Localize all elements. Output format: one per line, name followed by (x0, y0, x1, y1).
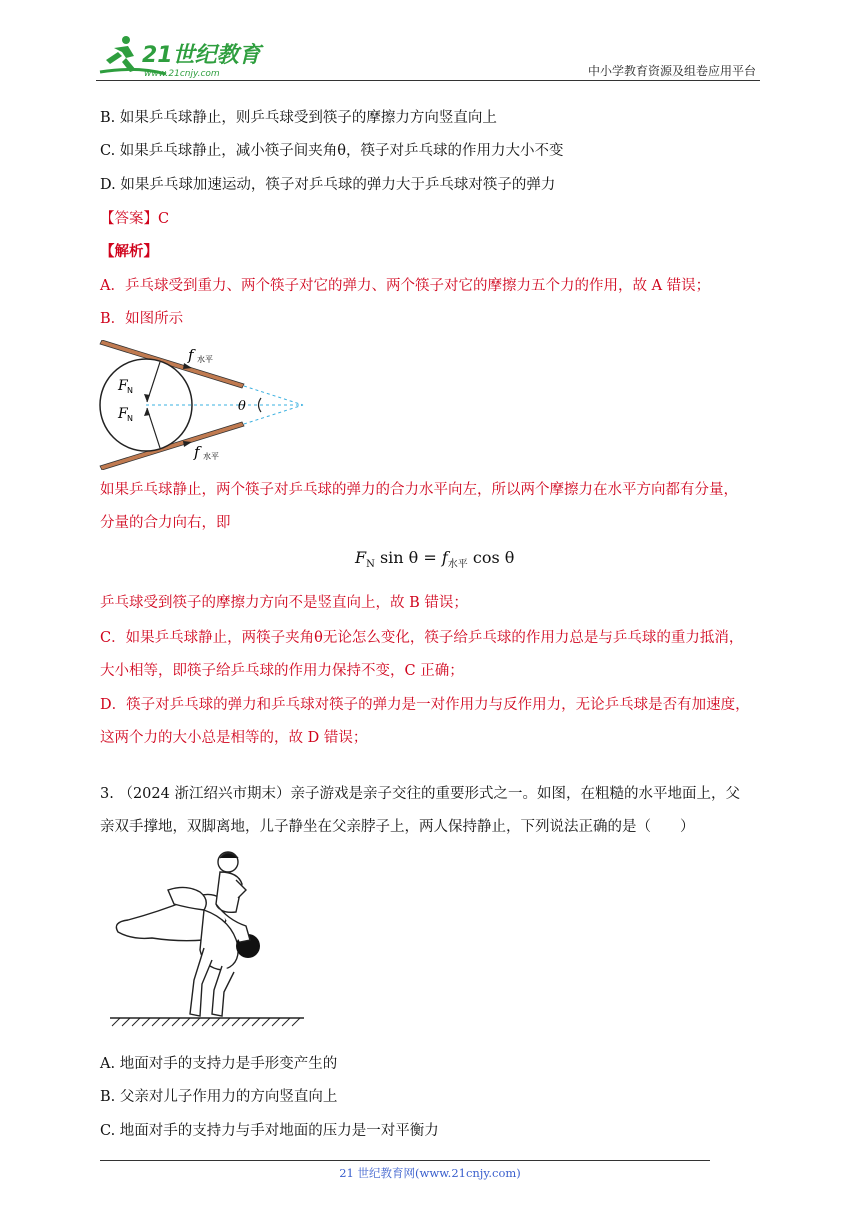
analysis-c-line1: C．如果乒乓球静止，两筷子夹角θ无论怎么变化，筷子给乒乓球的作用力总是与乒乓球的重力抵消， (100, 630, 744, 646)
svg-text:F: F (118, 378, 128, 394)
svg-text:21世纪教育: 21世纪教育 (142, 43, 261, 68)
analysis-d-line1: D．筷子对乒乓球的弹力和乒乓球对筷子的弹力是一对作用力与反作用力，无论乒乓球是否有加速度， (100, 697, 750, 713)
option3-b: B. 父亲对儿子作用力的方向竖直向上 (100, 1089, 338, 1105)
platform-title: 中小学教育资源及组卷应用平台 (587, 64, 756, 78)
analysis-d-line2: 这两个力的大小总是相等的，故 D 错误； (100, 730, 368, 746)
footer-divider (100, 1160, 710, 1161)
svg-text:θ: θ (238, 399, 246, 414)
father-arm-left (190, 948, 212, 1016)
svg-text:水平: 水平 (197, 355, 213, 364)
option-d: D. 如果乒乓球加速运动，筷子对乒乓球的弹力大于乒乓球对筷子的弹力 (100, 177, 556, 193)
option3-a: A. 地面对手的支持力是手形变产生的 (100, 1056, 338, 1072)
option-c: C. 如果乒乓球静止，减小筷子间夹角θ，筷子对乒乓球的作用力大小不变 (100, 143, 564, 159)
father-arm-right (212, 966, 234, 1016)
chopsticks-ball-figure (98, 340, 308, 470)
question3-line1: 3. （2024 浙江绍兴市期末）亲子游戏是亲子交往的重要形式之一。如图，在粗糙的水平地面上，父 (100, 786, 740, 802)
equilibrium-formula: $F_N$ $\sin \theta = f_{水平}$ cos θ (355, 548, 515, 571)
answer: 【答案】C (100, 211, 170, 227)
option3-c: C. 地面对手的支持力与手对地面的压力是一对平衡力 (100, 1123, 439, 1139)
question3-line2: 亲双手撑地，双脚离地，儿子静坐在父亲脖子上，两人保持静止，下列说法正确的是（ ） (100, 819, 695, 835)
site-logo (96, 34, 266, 80)
analysis-c-line2: 大小相等，即筷子给乒乓球的作用力保持不变，C 正确； (100, 663, 464, 679)
analysis-b-p2: 乒乓球受到筷子的摩擦力方向不是竖直向上，故 B 错误； (100, 595, 468, 611)
svg-text:f: f (194, 443, 200, 461)
analysis-title: 【解析】 (100, 243, 158, 260)
analysis-b-intro: B．如图所示 (100, 311, 184, 327)
option-b: B. 如果乒乓球静止，则乒乓球受到筷子的摩擦力方向竖直向上 (100, 110, 497, 126)
svg-text:水平: 水平 (203, 452, 219, 461)
analysis-b-p1-line2: 分量的合力向右，即 (100, 515, 231, 531)
svg-text:N: N (127, 386, 133, 395)
svg-text:f: f (188, 346, 194, 364)
footer-text: 21 世纪教育网(www.21cnjy.com) (339, 1166, 521, 1180)
svg-text:F: F (118, 406, 128, 422)
analysis-a: A．乒乓球受到重力、两个筷子对它的弹力、两个筷子对它的摩擦力五个力的作用，故 A 错误； (100, 278, 711, 294)
analysis-b-p1-line1: 如果乒乓球静止，两个筷子对乒乓球的弹力的合力水平向左，所以两个摩擦力在水平方向都有分量， (100, 482, 738, 498)
header-divider (96, 80, 760, 81)
svg-text:www.21cnjy.com: www.21cnjy.com (144, 69, 220, 79)
svg-text:N: N (127, 414, 133, 423)
father-son-figure (108, 850, 308, 1028)
